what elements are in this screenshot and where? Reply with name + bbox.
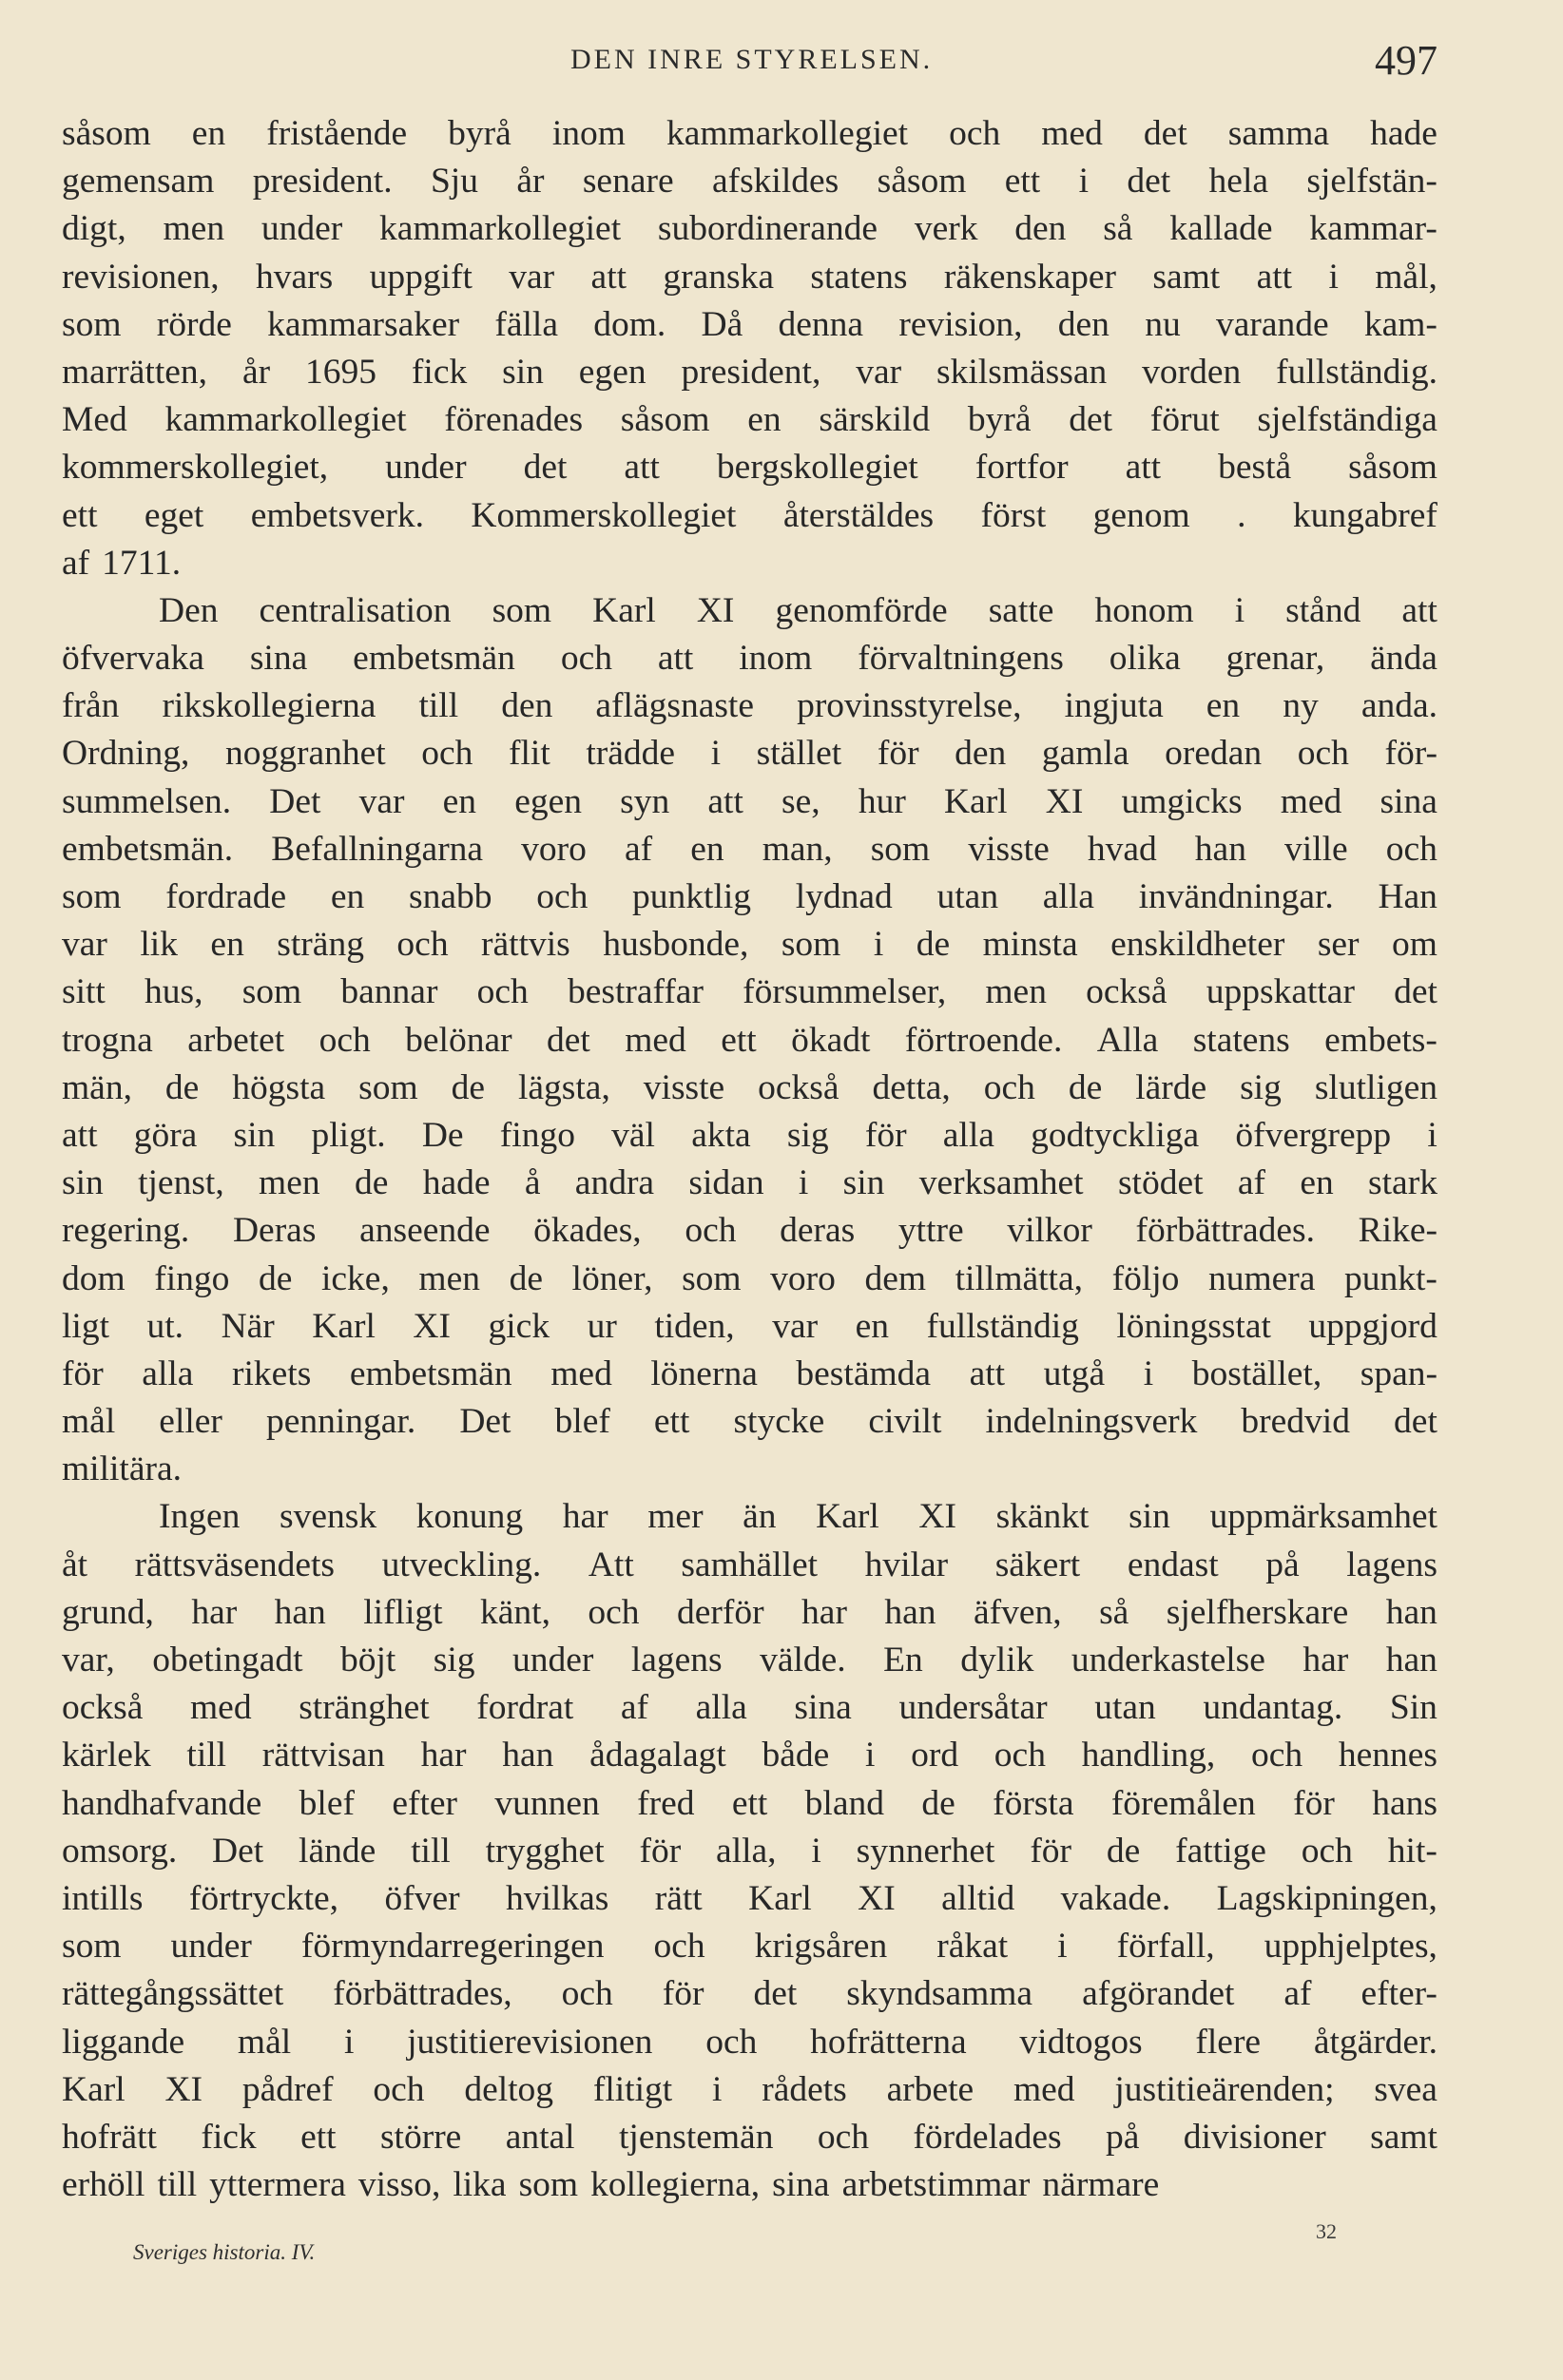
body-text bbox=[62, 110, 1438, 2209]
text-line: af 1711. bbox=[62, 543, 182, 583]
text-line: militära. bbox=[62, 1449, 182, 1489]
text-line: ligt ut. När Karl XI gick ur tiden, var en fullständig löningsstat uppgjord bbox=[62, 1306, 1438, 1346]
signature-mark: 32 bbox=[1316, 2219, 1337, 2243]
text-line: trogna arbetet och belönar det med ett ökadt förtroende. Alla statens embets- bbox=[62, 1020, 1438, 1060]
text-line: dom fingo de icke, men de löner, som voro dem tillmätta, följo numera punkt- bbox=[62, 1258, 1438, 1298]
text-line: kommerskollegiet, under det att bergskollegiet fortfor att bestå såsom bbox=[62, 448, 1438, 488]
text-line: som under förmyndarregeringen och krigsåren råkat i förfall, upphjelptes, bbox=[62, 1927, 1438, 1967]
text-line: män, de högsta som de lägsta, visste också detta, och de lärde sig slutligen bbox=[62, 1067, 1438, 1107]
text-line: rättegångssättet förbättrades, och för det skyndsamma afgörandet af efter- bbox=[62, 1974, 1438, 2014]
text-line: som fordrade en snabb och punktlig lydnad utan alla invändningar. Han bbox=[62, 877, 1438, 916]
footer-title: Sveriges historia. IV. bbox=[133, 2240, 316, 2264]
text-line: var, obetingadt böjt sig under lagens välde. En dylik underkastelse har han bbox=[62, 1641, 1438, 1679]
text-line: intills förtryckte, öfver hvilkas rätt Karl XI alltid vakade. Lagskipningen, bbox=[62, 1878, 1438, 1918]
text-line: från rikskollegierna till den aflägsnaste provinsstyrelse, ingjuta en ny anda. bbox=[62, 686, 1438, 726]
text-line: sin tjenst, men de hade å andra sidan i sin verksamhet stödet af en stark bbox=[62, 1163, 1438, 1203]
text-line: Ingen svensk konung har mer än Karl XI skänkt sin uppmärksamhet bbox=[159, 1497, 1438, 1537]
text-line: liggande mål i justitierevisionen och hofrätterna vidtogos flere åtgärder. bbox=[62, 2022, 1438, 2062]
text-line: också med stränghet fordrat af alla sina undersåtar utan undantag. Sin bbox=[62, 1688, 1438, 1728]
text-line: var lik en sträng och rättvis husbonde, som i de minsta enskildheter ser om bbox=[62, 925, 1438, 965]
text-line: erhöll till yttermera visso, lika som kollegierna, sina arbetstimmar närmare bbox=[62, 2165, 1160, 2205]
text-line: som rörde kammarsaker fälla dom. Då denna revision, den nu varande kam- bbox=[62, 304, 1438, 344]
text-line: kärlek till rättvisan har han ådagalagt både i ord och handling, och hennes bbox=[62, 1736, 1438, 1775]
text-line: Ordning, noggranhet och flit trädde i stället för den gamla oredan och för- bbox=[62, 734, 1438, 774]
running-head: DEN INRE STYRELSEN. bbox=[570, 44, 934, 75]
text-line: mål eller penningar. Det blef ett stycke civilt indelningsverk bredvid det bbox=[62, 1402, 1438, 1442]
text-line: Med kammarkollegiet förenades såsom en särskild byrå det förut sjelfständiga bbox=[62, 400, 1438, 440]
text-line: hofrätt fick ett större antal tjenstemän och fördelades på divisioner samt bbox=[62, 2117, 1438, 2157]
text-line: åt rättsväsendets utveckling. Att samhället hvilar säkert endast på lagens bbox=[62, 1545, 1438, 1584]
page-number: 497 bbox=[1375, 37, 1438, 84]
text-line: Karl XI pådref och deltog flitigt i rådets arbete med justitieärenden; svea bbox=[62, 2069, 1438, 2109]
text-line: såsom en fristående byrå inom kammarkollegiet och med det samma hade bbox=[62, 114, 1438, 153]
text-line: regering. Deras anseende ökades, och deras yttre vilkor förbättrades. Rike- bbox=[62, 1211, 1438, 1251]
text-line: digt, men under kammarkollegiet subordinerande verk den så kallade kammar- bbox=[62, 209, 1438, 249]
page-header bbox=[0, 36, 1563, 84]
text-line: omsorg. Det lände till trygghet för alla, i synnerhet för de fattige och hit- bbox=[62, 1831, 1438, 1871]
text-line: Den centralisation som Karl XI genomförde satte honom i stånd att bbox=[159, 590, 1438, 630]
page-footer bbox=[0, 2219, 1563, 2276]
text-line: marrätten, år 1695 fick sin egen president, var skilsmässan vorden fullständig. bbox=[62, 352, 1438, 392]
text-line: att göra sin pligt. De fingo väl akta sig för alla godtyckliga öfvergrepp i bbox=[62, 1115, 1438, 1155]
text-line: för alla rikets embetsmän med lönerna bestämda att utgå i bostället, span- bbox=[62, 1353, 1438, 1393]
text-line: embetsmän. Befallningarna voro af en man, som visste hvad han ville och bbox=[62, 829, 1438, 869]
text-line: ett eget embetsverk. Kommerskollegiet återstäldes först genom . kungabref bbox=[62, 495, 1438, 535]
text-line: sitt hus, som bannar och bestraffar försummelser, men också uppskattar det bbox=[62, 972, 1438, 1012]
text-line: handhafvande blef efter vunnen fred ett bland de första föremålen för hans bbox=[62, 1783, 1438, 1823]
text-line: revisionen, hvars uppgift var att granska statens räkenskaper samt att i mål, bbox=[62, 257, 1438, 297]
text-line: grund, har han lifligt känt, och derför har han äfven, så sjelfherskare han bbox=[62, 1592, 1438, 1632]
text-line: gemensam president. Sju år senare afskildes såsom ett i det hela sjelfstän- bbox=[62, 162, 1438, 202]
text-line: öfvervaka sina embetsmän och att inom förvaltningens olika grenar, ända bbox=[62, 639, 1438, 679]
text-line: summelsen. Det var en egen syn att se, hur Karl XI umgicks med sina bbox=[62, 781, 1438, 821]
